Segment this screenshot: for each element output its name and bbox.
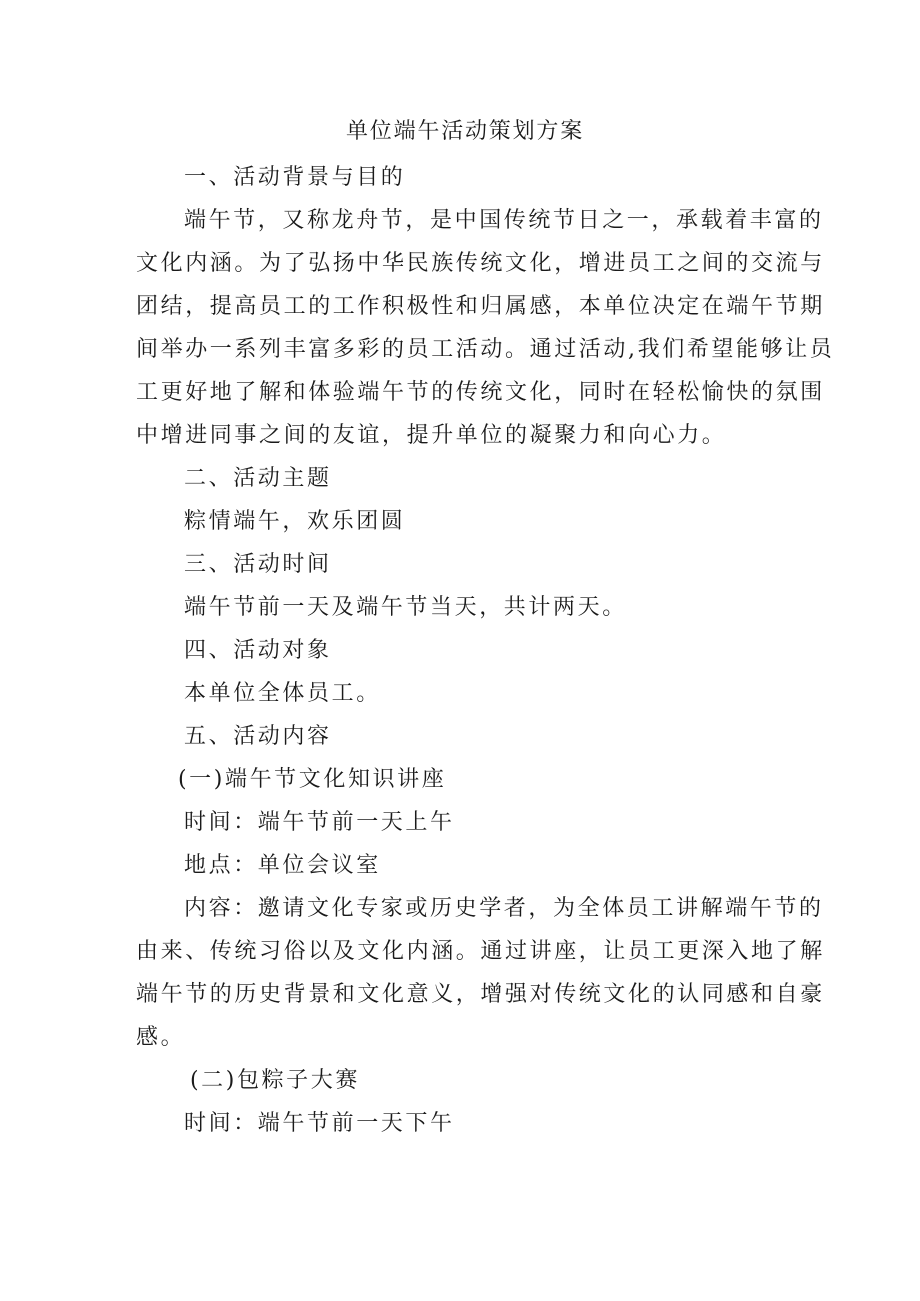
section-3-text: 端午节前一天及端午节当天，共计两天。	[184, 595, 627, 620]
section-5-heading: 五、活动内容	[184, 724, 332, 749]
section-3-heading: 三、活动时间	[184, 552, 332, 577]
section-4-heading: 四、活动对象	[184, 638, 332, 663]
item-2-time: 时间：端午节前一天下午	[184, 1111, 455, 1136]
item-2-heading: (二)包粽子大赛	[190, 1068, 360, 1093]
section-2-heading: 二、活动主题	[184, 466, 332, 491]
section-4-text: 本单位全体员工。	[184, 681, 381, 706]
section-1-paragraph-line: 间举办一系列丰富多彩的员工活动。通过活动,我们希望能够让员	[136, 337, 835, 362]
section-1-paragraph-line: 工更好地了解和体验端午节的传统文化，同时在轻松愉快的氛围	[136, 380, 825, 405]
section-1-paragraph-line: 文化内涵。为了弘扬中华民族传统文化，增进员工之间的交流与	[136, 251, 825, 276]
item-1-content-line: 端午节的历史背景和文化意义，增强对传统文化的认同感和自豪	[136, 982, 825, 1007]
item-1-content-line: 内容：邀请文化专家或历史学者，为全体员工讲解端午节的	[184, 896, 824, 921]
item-1-time: 时间：端午节前一天上午	[184, 810, 455, 835]
section-1-paragraph-line: 端午节，又称龙舟节，是中国传统节日之一，承载着丰富的	[184, 208, 824, 233]
item-1-content-line: 感。	[136, 1025, 186, 1050]
item-1-heading: (一)端午节文化知识讲座	[178, 767, 447, 792]
section-1-paragraph-line: 中增进同事之间的友谊，提升单位的凝聚力和向心力。	[136, 423, 727, 448]
item-1-content-line: 由来、传统习俗以及文化内涵。通过讲座，让员工更深入地了解	[136, 939, 825, 964]
document-title: 单位端午活动策划方案	[346, 119, 585, 144]
section-2-text: 粽情端午，欢乐团圆	[184, 509, 406, 534]
item-1-place: 地点：单位会议室	[184, 853, 381, 878]
section-1-heading: 一、活动背景与目的	[184, 165, 406, 190]
section-1-paragraph-line: 团结，提高员工的工作积极性和归属感，本单位决定在端午节期	[136, 294, 825, 319]
